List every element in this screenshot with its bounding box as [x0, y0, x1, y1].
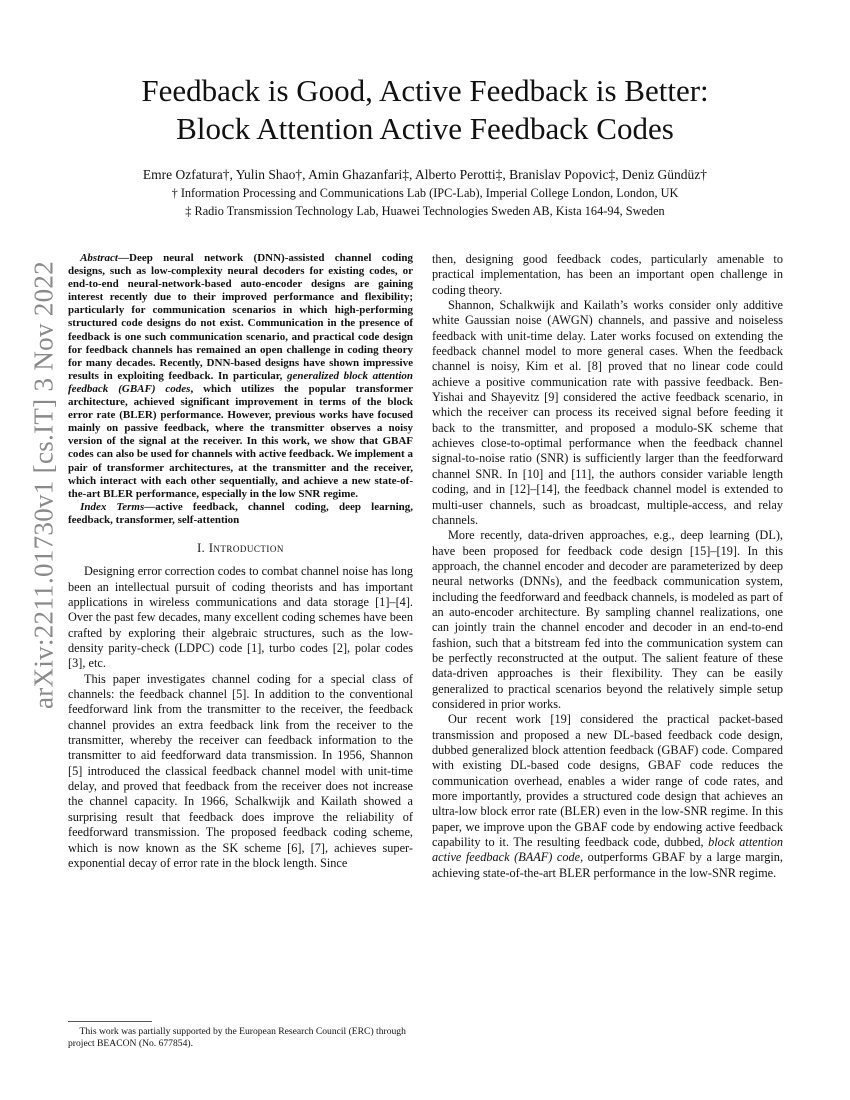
- abstract-text-a: —Deep neural network (DNN)-assisted channel coding designs, such as low-complexity neural decoders for existing codes, or end-to-end neural-network-based auto-encoder designs are gaining interest recently due to their improved performance and flexibility; particularly for communication scenarios in which high-performing structured code designs do not exist. Communication in the presence of feedback is one such communication scenario, and practical code design for feedback channels has remained an open challenge in coding theory for many decades. Recently, DNN-based designs have shown impressive results in exploiting feedback. In particular,: [68, 252, 413, 382]
- left-column: [68, 252, 413, 871]
- paragraph: More recently, data-driven approaches, e.g., deep learning (DL), have been proposed for feedback code design [15]–[19]. In this approach, the channel encoder and decoder are parameterized by deep neural networks (DNNs), and the feedback communication system, including the feedforward and feedback channels, is modeled as part of an auto-encoder architecture. By sampling channel realizations, one can jointly train the channel encoder and decoder in an end-to-end fashion, such that a bitstream fed into the communication system can be perfectly reconstructed at the output. The salient feature of these data-driven approaches is their flexibility. They can be easily generalized to practical scenarios beyond the relatively simple setup considered in prior works.: [432, 528, 783, 711]
- paragraph: then, designing good feedback codes, particularly amenable to practical implementation, has been an important open challenge in coding theory.: [432, 252, 783, 297]
- paragraph: Designing error correction codes to combat channel noise has long been an intellectual pursuit of coding theorists and has important applications in wireless communications and data storage [1]–[4]. Over the past few decades, many excellent coding schemes have been crafted by exploring their algebraic structures, such as the low-density parity-check (LDPC) code [1], turbo codes [2], polar codes [3], etc.: [68, 564, 413, 671]
- title-line-1: Feedback is Good, Active Feedback is Better:: [141, 73, 709, 108]
- section-numeral: I.: [197, 540, 209, 555]
- arxiv-stamp: [28, 260, 59, 710]
- footnote: This work was partially supported by the European Research Council (ERC) through project BEACON (No. 677854).: [68, 1026, 406, 1049]
- section-title: Introduction: [208, 540, 284, 555]
- section-heading: [68, 541, 413, 556]
- paper-title: [80, 72, 770, 148]
- paragraph: Shannon, Schalkwijk and Kailath’s works consider only additive white Gaussian noise (AWGN) channels, and passive and noiseless feedback with unit-time delay. Later works focused on extending the feedback channel model to more general cases. When the feedback channel is noisy, Kim et al. [8] proved that no linear code could achieve a positive communication rate with passive feedback. Ben-Yishai and Shayevitz [9] considered the active feedback scenario, in which the receiver can process its received signal before feeding it back to the transmitter, and proposed a modulo-SK scheme that achieves close-to-optimal performance when the feedback channel signal-to-noise ratio (SNR) is sufficiently larger than the feedforward channel SNR. In [10] and [11], the authors consider variable length coding, and in [12]–[14], the feedback channel model is extended to multi-user channels, such as broadcast, multiple-access, and relay channels.: [432, 298, 783, 527]
- title-line-2: Block Attention Active Feedback Codes: [176, 111, 674, 146]
- affiliation-1: † Information Processing and Communications Lab (IPC-Lab), Imperial College London, London, UK: [171, 186, 679, 200]
- index-terms-label: Index Terms: [80, 500, 145, 513]
- paragraph-emphasis: block attention active feedback (BAAF) code: [432, 835, 783, 865]
- author-list: Emre Ozfatura†, Yulin Shao†, Amin Ghazanfari‡, Alberto Perotti‡, Branislav Popovic‡, Deniz Gündüz†: [142, 167, 708, 182]
- footnote-rule: [68, 1021, 152, 1022]
- affiliation-2: ‡ Radio Transmission Technology Lab, Huawei Technologies Sweden AB, Kista 164-94, Sweden: [185, 204, 665, 218]
- abstract: [68, 252, 413, 501]
- paragraph-text-b: , outperforms GBAF by a large margin, achieving state-of-the-art BLER performance in the low-SNR regime.: [432, 850, 783, 880]
- paragraph: [432, 712, 783, 881]
- paragraph-text-a: Our recent work [19] considered the practical packet-based transmission and proposed a new DL-based feedback code design, dubbed generalized block attention feedback (GBAF) code. Compared with existing DL-based code designs, GBAF code reduces the communication overhead, enables a wider range of code rates, and more importantly, provides a structured code design that achieves an ultra-low block error rate (BLER) even in the low-SNR regime. In this paper, we improve upon the GBAF code by endowing active feedback capability to it. The resulting feedback code, dubbed,: [432, 712, 783, 850]
- arxiv-id: arXiv:2211.01730v1 [cs.IT] 3 Nov 2022: [28, 260, 59, 710]
- index-terms: [68, 501, 413, 527]
- paragraph: This paper investigates channel coding for a special class of channels: the feedback channel [5]. In addition to the conventional feedforward link from the transmitter to the receiver, the feedback channel provides an extra feedback link from the receiver to the transmitter, whereby the receiver can feedback information to the transmitter to aid feedforward data transmission. In 1956, Shannon [5] introduced the classical feedback channel model with unit-time delay, and proved that feedback from the receiver does not increase the channel capacity. In 1966, Schalkwijk and Kailath showed a surprising result that feedback does improve the reliability of feedforward transmission. The proposed feedback coding scheme, which is now known as the SK scheme [6], [7], achieves super-exponential decay of error rate in the block length. Since: [68, 671, 413, 870]
- right-column: [432, 252, 783, 881]
- abstract-label: Abstract: [80, 252, 118, 264]
- index-terms-text: —active feedback, channel coding, deep learning, feedback, transformer, self-attention: [68, 500, 413, 526]
- abstract-emphasis: generalized block attention feedback (GBAF) codes: [68, 369, 413, 395]
- abstract-text-b: , which utilizes the popular transformer architecture, achieved significant improvement in terms of the block error rate (BLER) performance. However, previous works have focused mainly on passive feedback, where the transmitter observes a noisy version of the signal at the receiver. In this work, we show that GBAF codes can also be used for channels with active feedback. We implement a pair of transformer architectures, at the transmitter and the receiver, which interact with each other sequentially, and achieve a new state-of-the-art BLER performance, especially in the low SNR regime.: [68, 382, 413, 500]
